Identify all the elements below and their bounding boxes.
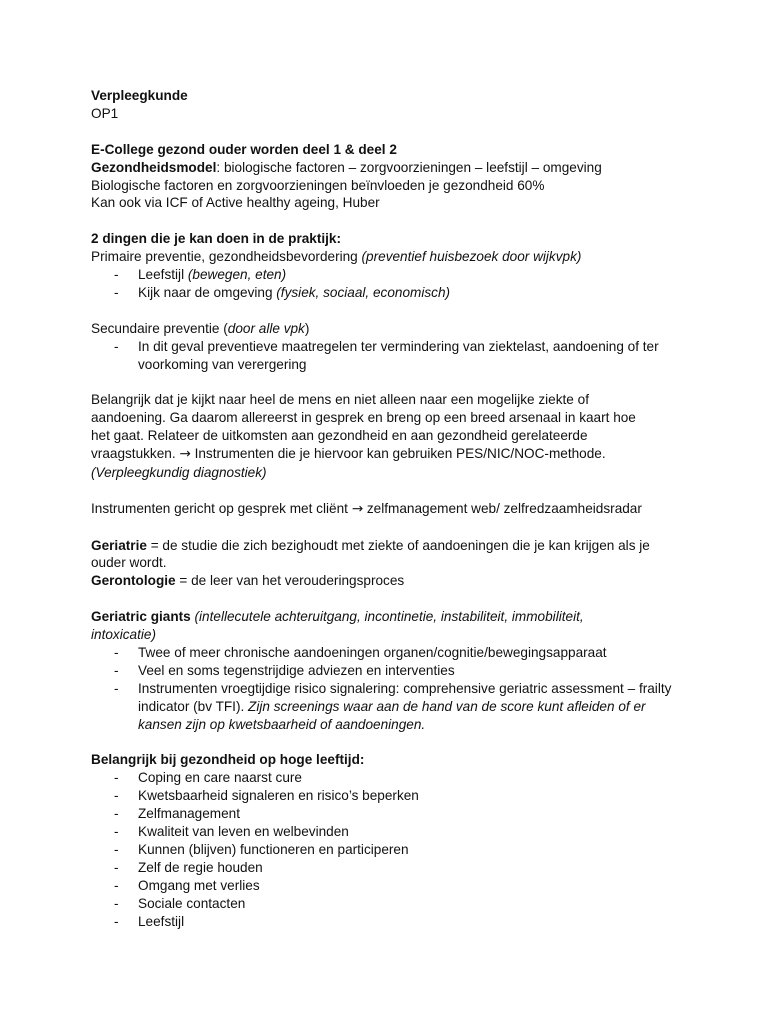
- primary-prevention-line: Primaire preventie, gezondheidsbevordering (preventief huisbezoek door wijkvpk): [91, 249, 582, 265]
- arrow-icon: →: [179, 446, 191, 463]
- arrow-icon: →: [351, 500, 364, 517]
- document-subtitle: OP1: [91, 105, 119, 121]
- gerontologie-definition: Gerontologie = de leer van het verouderingsproces: [91, 573, 405, 589]
- list-item: - Instrumenten vroegtijdige risico signalering: comprehensive geriatric assessment – frailty indicator (bv TFI). Zijn screenings waar aan de hand van de score kunt afleiden of er kansen zijn op kwetsbaarheid of aandoeningen.: [114, 680, 672, 732]
- list-item: - Zelfmanagement: [114, 806, 241, 822]
- icf-line: Kan ook via ICF of Active healthy ageing, Huber: [91, 195, 380, 211]
- section-heading-old-age: Belangrijk bij gezondheid op hoge leeftijd:: [91, 752, 365, 768]
- section-heading-practice: 2 dingen die je kan doen in de praktijk:: [91, 231, 342, 247]
- section-heading-ecollege: E-College gezond ouder worden deel 1 & deel 2: [91, 141, 397, 157]
- list-item: - Twee of meer chronische aandoeningen organen/cognitie/bewegingsapparaat: [114, 644, 607, 660]
- list-item: - Zelf de regie houden: [114, 859, 263, 875]
- bio-factors-line: Biologische factoren en zorgvoorzieningen beïnvloeden je gezondheid 60%: [91, 177, 545, 193]
- list-item: - Kijk naar de omgeving (fysiek, sociaal, economisch): [114, 284, 451, 300]
- list-item: - Kunnen (blijven) functioneren en participeren: [114, 841, 409, 857]
- secondary-prevention-line: Secundaire preventie (door alle vpk): [91, 320, 310, 336]
- old-age-list: [91, 769, 691, 930]
- list-item: - Kwaliteit van leven en welbevinden: [114, 824, 349, 840]
- list-item: - Sociale contacten: [114, 895, 246, 911]
- document-title: Verpleegkunde: [91, 88, 188, 103]
- list-item: - Leefstijl (bewegen, eten): [114, 267, 287, 283]
- diagnostic-note: (Verpleegkundig diagnostiek): [91, 464, 267, 480]
- list-item: - Veel en soms tegenstrijdige adviezen en interventies: [114, 662, 455, 678]
- geriatric-giants-list: [91, 644, 691, 734]
- primary-prevention-list: [91, 266, 691, 302]
- geriatrie-definition: Geriatrie = de studie die zich bezighoudt met ziekte of aandoeningen die je kan krijgen als je ouder wordt.: [91, 537, 650, 571]
- list-item: - In dit geval preventieve maatregelen ter vermindering van ziektelast, aandoening of ter voorkoming van verergering: [114, 338, 659, 372]
- instruments-line: Instrumenten gericht op gesprek met cliënt → zelfmanagement web/ zelfredzaamheidsradar: [91, 500, 642, 517]
- document-body: [91, 87, 691, 930]
- list-item: - Kwetsbaarheid signaleren en risico’s beperken: [114, 788, 419, 804]
- health-model-line: Gezondheidsmodel: biologische factoren – zorgvoorzieningen – leefstijl – omgeving: [91, 159, 602, 175]
- list-item: - Omgang met verlies: [114, 877, 260, 893]
- list-item: - Coping en care naarst cure: [114, 770, 302, 786]
- secondary-prevention-list: [91, 338, 691, 374]
- list-item: - Leefstijl: [114, 913, 185, 929]
- holistic-paragraph: Belangrijk dat je kijkt naar heel de mens en niet alleen naar een mogelijke ziekte of aandoening. Ga daarom allereerst in gesprek en breng op een breed arsenaal in kaart hoe het gaat. Relateer de uitkomsten aan gezondheid en aan gezondheid gerelateerde vraagstukken. → Instrumenten die je hiervoor kan gebruiken PES/NIC/NOC-methode.: [91, 392, 636, 463]
- geriatric-giants-heading: Geriatric giants (intellecutele achteruitgang, incontinetie, instabiliteit, immobiliteit, intoxicatie): [91, 609, 584, 643]
